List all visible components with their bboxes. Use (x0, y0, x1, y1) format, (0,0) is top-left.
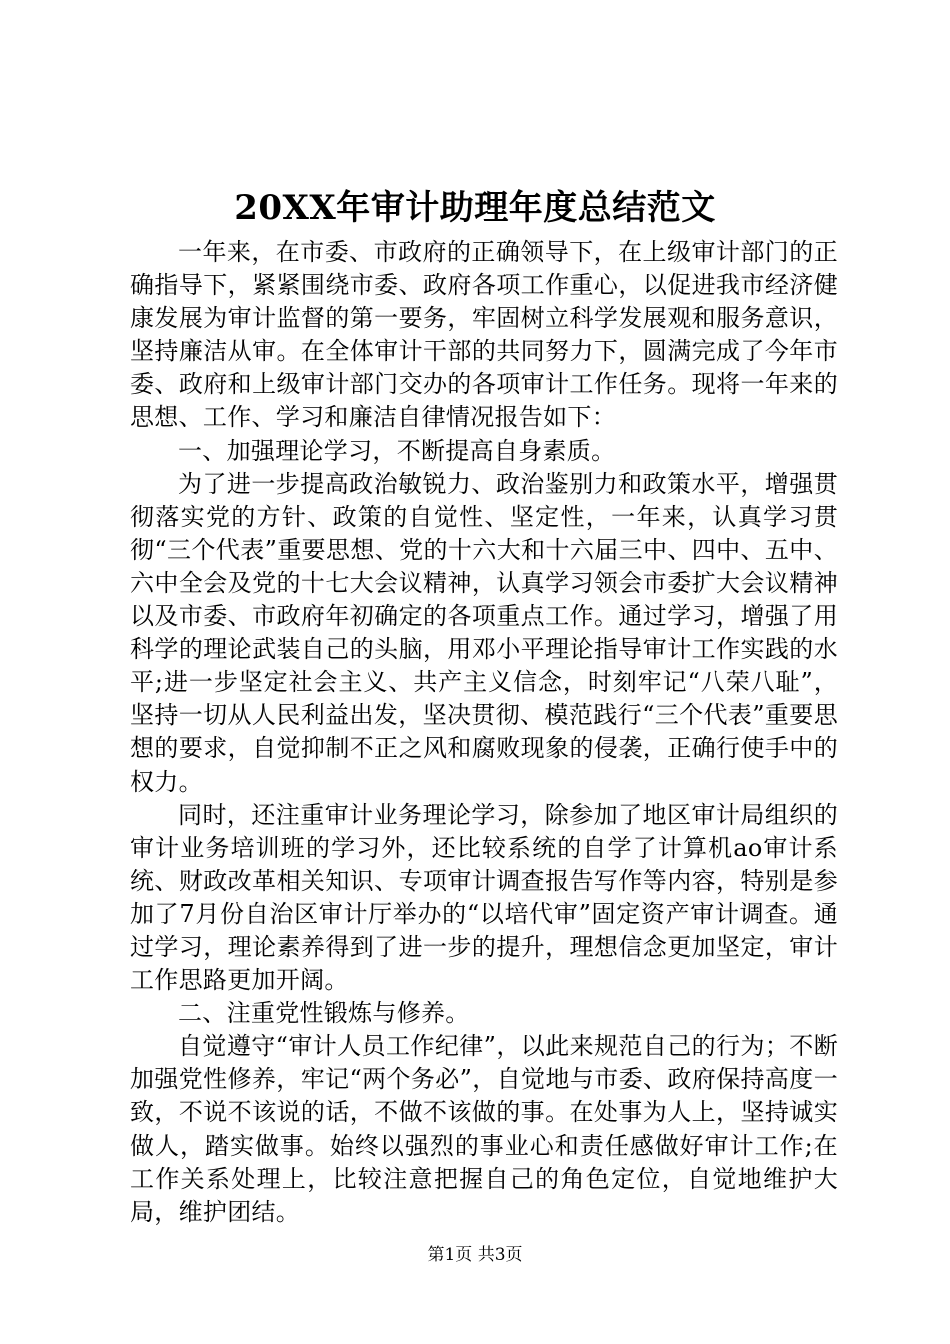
page-number-footer: 第1页 共3页 (427, 1245, 523, 1265)
paragraph-party-discipline: 自觉遵守“审计人员工作纪律”，以此来规范自己的行为；不断加强党性修养，牢记“两个务必”，自觉地与市委、政府保持高度一致，不说不该说的话，不做不该做的事。在处事为人上，坚持诚实做人，踏实做事。始终以强烈的事业心和责任感做好审计工作;在工作关系处理上，比较注意把握自己的角色定位，自觉地维护大局，维护团结。 (130, 1032, 838, 1226)
paragraph-intro: 一年来，在市委、市政府的正确领导下，在上级审计部门的正确指导下，紧紧围绕市委、政府各项工作重心，以促进我市经济健康发展为审计监督的第一要务，牢固树立科学发展观和服务意识，坚持廉洁从审。在全体审计干部的共同努力下，圆满完成了今年市委、政府和上级审计部门交办的各项审计工作任务。现将一年来的思想、工作、学习和廉洁自律情况报告如下： (130, 238, 838, 432)
section-heading-2: 二、注重党性锻炼与修养。 (178, 999, 470, 1028)
paragraph-theory-study: 为了进一步提高政治敏锐力、政治鉴别力和政策水平，增强贯彻落实党的方针、政策的自觉性、坚定性，一年来，认真学习贯彻“三个代表”重要思想、党的十六大和十六届三中、四中、五中、六中全会及党的十七大会议精神，认真学习领会市委扩大会议精神以及市委、市政府年初确定的各项重点工作。通过学习，增强了用科学的理论武装自己的头脑，用邓小平理论指导审计工作实践的水平;进一步坚定社会主义、共产主义信念，时刻牢记“八荣八耻”，坚持一切从人民利益出发，坚决贯彻、模范践行“三个代表”重要思想的要求，自觉抑制不正之风和腐败现象的侵袭，正确行使手中的权力。 (130, 469, 838, 796)
document-title: 20XX年审计助理年度总结范文 (234, 188, 716, 228)
paragraph-business-study: 同时，还注重审计业务理论学习，除参加了地区审计局组织的审计业务培训班的学习外，还比较系统的自学了计算机ao审计系统、财政改革相关知识、专项审计调查报告写作等内容，特别是参加了7月份自治区审计厅举办的“以培代审”固定资产审计调查。通过学习，理论素养得到了进一步的提升，理想信念更加坚定，审计工作思路更加开阔。 (130, 800, 838, 995)
document-body (130, 236, 838, 1229)
section-heading-1: 一、加强理论学习，不断提高自身素质。 (178, 436, 616, 465)
